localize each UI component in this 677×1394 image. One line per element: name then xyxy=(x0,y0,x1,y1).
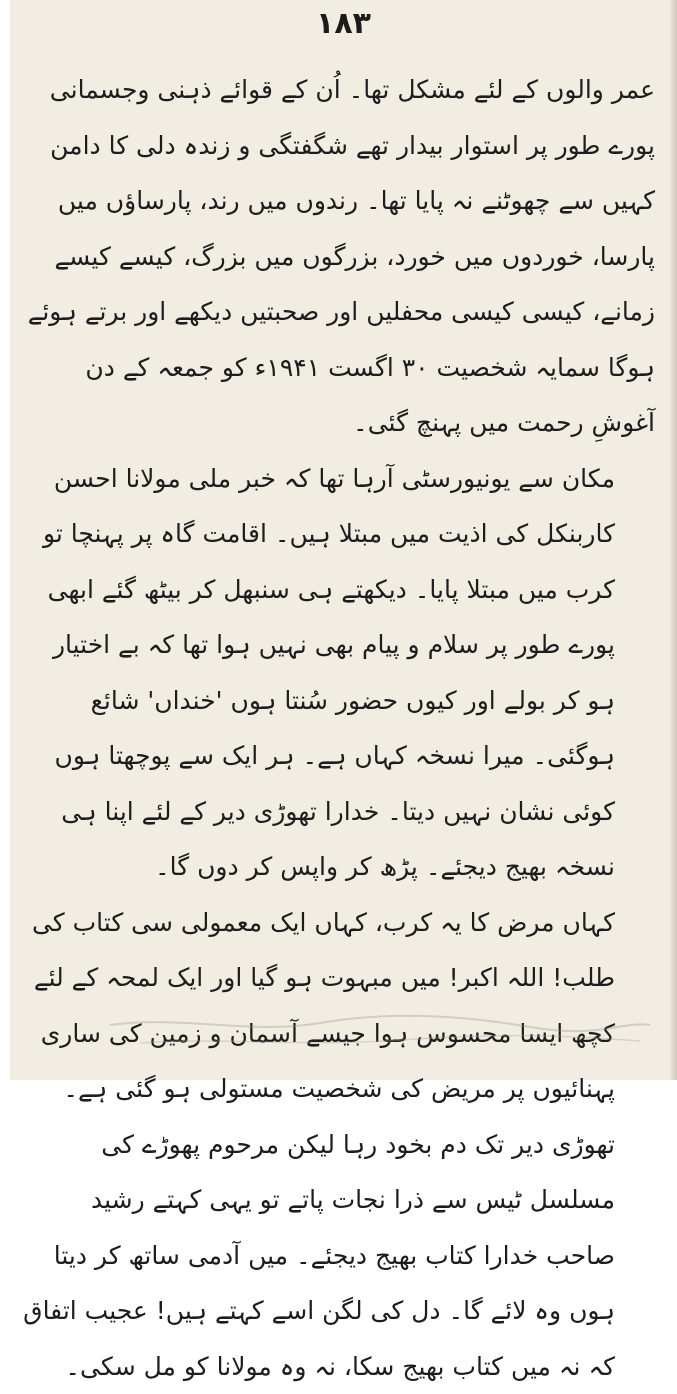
paragraph-2: مکان سے یونیورسٹی آرہا تھا کہ خبر ملی مولانا احسن کاربنکل کی اذیت میں مبتلا ہیں۔ اقامت گاہ پر پہنچا تو کرب میں مبتلا پایا۔ دیکھتے ہی سنبھل کر بیٹھ گئے ابھی پورے طور پر سلام و پیام بھی نہیں ہوا تھا کہ بے اختیار ہو کر بولے اور کیوں حضور سُنتا ہوں 'خنداں' شائع ہوگئی۔ میرا نسخہ کہاں ہے۔ ہر ایک سے پوچھتا ہوں کوئی نشان نہیں دیتا۔ خدارا تھوڑی دیر کے لئے اپنا ہی نسخہ بھیج دیجئے۔ پڑھ کر واپس کر دوں گا۔ xyxy=(18,451,655,895)
page-edge-shadow xyxy=(669,0,677,1080)
paragraph-3: کہاں مرض کا یہ کرب، کہاں ایک معمولی سی کتاب کی طلب! اللہ اکبر! میں مبہوت ہو گیا اور ایک لمحہ کے لئے کچھ ایسا محسوس ہوا جیسے آسمان و زمین کی ساری پہنائیوں پر مریض کی شخصیت مستولی ہو گئی ہے۔ تھوڑی دیر تک دم بخود رہا لیکن مرحوم پھوڑے کی مسلسل ٹیس سے ذرا نجات پاتے تو یہی کہتے رشید صاحب خدارا کتاب بھیج دیجئے۔ میں آدمی ساتھ کر دیتا ہوں وہ لائے گا۔ دل کی لگن اسے کہتے ہیں! عجیب اتفاق کہ نہ میں کتاب بھیج سکا، نہ وہ مولانا کو مل سکی۔ xyxy=(18,895,655,1394)
page-number: ۱۸۳ xyxy=(10,6,677,41)
show-through-ink xyxy=(100,985,660,1055)
body-text xyxy=(18,62,655,1394)
paragraph-1: عمر والوں کے لئے مشکل تھا۔ اُن کے قوائے ذہنی وجسمانی پورے طور پر استوار بیدار تھے شگفتگی و زندہ دلی کا دامن کہیں سے چھوٹنے نہ پایا تھا۔ رندوں میں رند، پارساؤں میں پارسا، خوردوں میں خورد، بزرگوں میں بزرگ، کیسے کیسے زمانے، کیسی کیسی محفلیں اور صحبتیں دیکھے اور برتے ہوئے ہوگا سمایہ شخصیت ۳۰ اگست ۱۹۴۱ء کو جمعہ کے دن آغوشِ رحمت میں پہنچ گئی۔ xyxy=(18,62,655,451)
